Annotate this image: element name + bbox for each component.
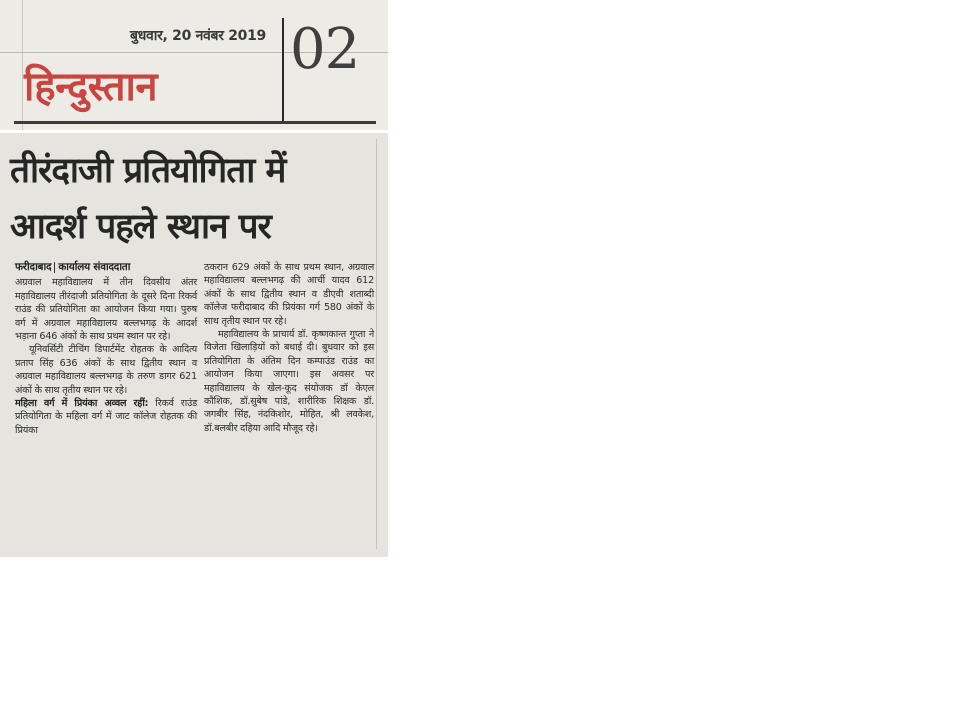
article-column-right xyxy=(204,261,374,435)
article-paragraph-3-text: रिकर्व राउंड प्रतियोगिता के महिला वर्ग में जाट कॉलेज रोहतक की प्रियंका xyxy=(15,398,197,436)
article-column-left xyxy=(15,261,197,437)
masthead-divider-left xyxy=(22,0,23,130)
byline xyxy=(15,261,197,274)
article-paragraph-3 xyxy=(15,397,197,437)
headline-line-2: आदर्श पहले स्थान पर xyxy=(10,207,271,247)
article-paragraph-1: अग्रवाल महाविद्यालय में तीन दिवसीय अंतर महाविद्यालय तीरंदाजी प्रतियोगिता के दूसरे दिना रिकर्व राउंड की प्रतियोगिता का आयोजन किया गया। पुरुष वर्ग में अग्रवाल महाविद्यालय बल्लभगढ़ के आदर्श भड़ाना 646 अंकों के साथ प्रथम स्थान पर रहे। xyxy=(15,277,197,343)
byline-desk: कार्यालय संवाददाता xyxy=(58,261,131,273)
article-paragraph-4: ठकरान 629 अंकों के साथ प्रथम स्थान, अग्रवाल महाविद्यालय बल्लभगढ़ की आर्ची यादव 612 अंकों के साथ द्वितीय स्थान व डीएवी शताब्दी कॉलेज फरीदाबाद की प्रियंका गर्ग 580 अंकों के साथ तृतीय स्थान पर रहे। xyxy=(204,262,374,327)
page-number: 02 xyxy=(290,17,360,82)
headline-line-1: तीरंदाजी प्रतियोगिता में xyxy=(10,151,286,191)
article-paragraph-2: यूनिवर्सिटी टीचिंग डिपार्टमेंट रोहतक के आदित्य प्रताप सिंह 636 अंकों के साथ द्वितीय स्थान व अग्रवाल महाविद्यालय बल्लभगढ़ के तरुण डागर 621 अंकों के साथ तृतीय स्थान पर रहे। xyxy=(15,344,197,396)
column-edge-rule xyxy=(376,139,377,549)
article-clipping xyxy=(0,133,388,557)
newspaper-masthead xyxy=(0,0,388,130)
masthead-divider-page xyxy=(282,18,284,122)
issue-date: बुधवार, 20 नवंबर 2019 xyxy=(130,28,267,44)
article-paragraph-5: महाविद्यालय के प्राचार्य डॉ. कृष्णकान्त गुप्ता ने विजेता खिलाड़ियों को बधाई दी। बुधवार को इस प्रतियोगिता के अंतिम दिन कम्पाउंड राउंड का आयोजन किया जाएगा। इस अवसर पर महाविद्यालय के खेल-कूद संयोजक डॉ केएल कौशिक, डॉ.सुबेष पांडे, शारीरिक शिक्षक डॉ. जगबीर सिंह, नंदकिशोर, मोहित, श्री लवकेश, डॉ.बलबीर दहिया आदि मौजूद रहे। xyxy=(204,329,374,434)
article-headline xyxy=(10,143,372,255)
newspaper-logo: हिन्दुस्तान xyxy=(24,64,158,110)
byline-place: फरीदाबाद xyxy=(15,261,52,273)
masthead-divider-bottom xyxy=(14,121,376,124)
article-subhead: महिला वर्ग में प्रियंका अव्वल रहीं: xyxy=(15,398,149,410)
byline-separator xyxy=(54,262,55,273)
